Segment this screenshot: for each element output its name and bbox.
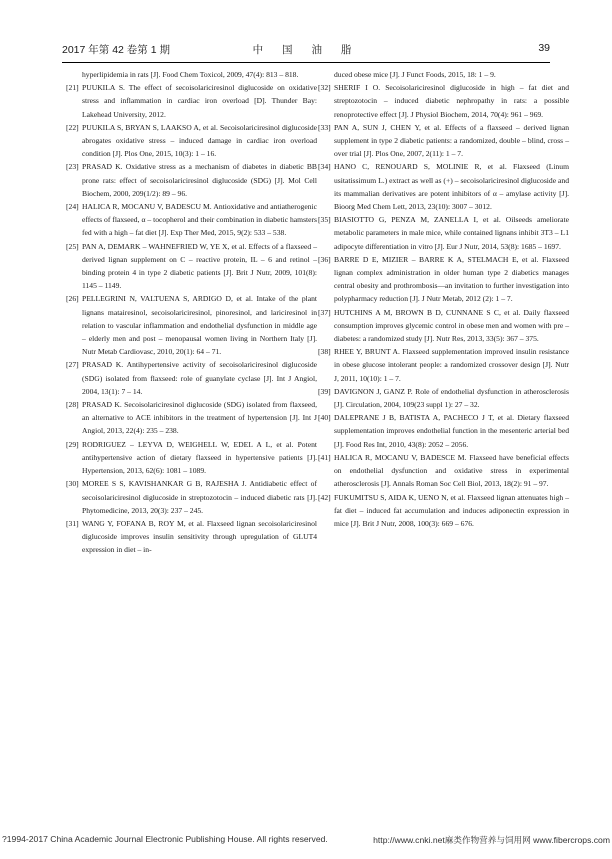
footer-link[interactable]: http://www.cnki.net麻类作物营养与饲用网 www.fibercrops.com: [373, 835, 610, 845]
reference-number: [38]: [318, 347, 331, 357]
reference-text: FUKUMITSU S, AIDA K, UENO N, et al. Flaxseed lignan attenuates high – fat diet – induced fat accumulation and induces adiponectin expression in mice [J]. Brit J Nutr, 2008, 100(3): 669 – 676.: [334, 492, 569, 528]
reference-number: [28]: [66, 400, 79, 410]
reference-text: PRASAD K. Oxidative stress as a mechanism of diabetes in diabetic BB prone rats: effect of secoisolariciresinol diglucoside (SDG) [J]. Mol Cell Biochem, 2000, 209(1/2): 89 – 96.: [82, 162, 317, 198]
reference-number: [41]: [318, 452, 331, 462]
reference-entry: [62, 200, 317, 240]
reference-entry: [62, 517, 317, 557]
reference-text: HANO C, RENOUARD S, MOLINIE R, et al. Flaxseed (Linum usitatissimum L.) extract as well as (+) – secoisolariciresinol diglucoside and its mammalian derivatives are potent inhibitors of α – amylase activity [J]. Bioorg Med Chem Lett, 2013, 23(10): 3007 – 3012.: [334, 162, 569, 212]
reference-entry: [62, 398, 317, 438]
reference-text: PUUKILA S. The effect of secoisolariciresinol diglucoside on oxidative stress and inflammation in cardiac iron overload [D]. Thunder Bay: Lakehead University, 2012.: [82, 83, 317, 119]
reference-number: [31]: [66, 518, 79, 528]
copyright-notice: ?1994-2017 China Academic Journal Electronic Publishing House. All rights reserved.: [2, 834, 328, 844]
reference-number: [25]: [66, 241, 79, 251]
reference-entry: [314, 213, 569, 253]
reference-number: [27]: [66, 360, 79, 370]
references-left-column: [62, 68, 317, 557]
reference-number: [39]: [318, 386, 331, 396]
reference-entry: [62, 160, 317, 200]
reference-entry: [314, 160, 569, 213]
reference-text: BIASIOTTO G, PENZA M, ZANELLA I, et al. Oilseeds ameliorate metabolic parameters in male mice, while contained lignans inhibit 3T3 – L1 adipocyte differentiation in vitro [J]. Eur J Nutr, 2014, 53(8): 1685 – 1697.: [334, 215, 569, 251]
reference-text: DALEPRANE J B, BATISTA A, PACHECO J T, et al. Dietary flaxseed supplementation improves endothelial function in the mesenteric arterial bed [J]. Food Res Int, 2010, 43(8): 2052 – 2056.: [334, 413, 569, 449]
reference-number: [34]: [318, 162, 331, 172]
reference-text: DAVIGNON J, GANZ P. Role of endothelial dysfunction in atherosclerosis [J]. Circulation, 2004, 109(23 suppl 1): 27 – 32.: [334, 386, 569, 410]
reference-entry: [314, 121, 569, 161]
reference-number: [40]: [318, 413, 331, 423]
reference-text: WANG Y, FOFANA B, ROY M, et al. Flaxseed lignan secoisolariciresinol diglucoside improves insulin sensitivity through upregulation of GLUT4 expression in diet – in-: [82, 518, 317, 555]
reference-entry: [314, 345, 569, 385]
reference-text: RODRIGUEZ – LEYVA D, WEIGHELL W, EDEL A L, et al. Potent antihypertensive action of dietary flaxseed in hypertensive patients [J]. Hypertension, 2013, 62(6): 1081 – 1089.: [82, 439, 317, 476]
reference-entry: [62, 477, 317, 517]
reference-number: [33]: [318, 122, 331, 132]
reference-entry: [314, 253, 569, 306]
reference-number: [29]: [66, 439, 79, 449]
reference-number: [24]: [66, 202, 79, 212]
references-right-column: [314, 68, 569, 530]
reference-number: [21]: [66, 83, 79, 93]
reference-number: [23]: [66, 162, 79, 172]
reference-entry: [62, 81, 317, 121]
reference-number: [42]: [318, 492, 331, 502]
reference-entry: [62, 68, 317, 81]
reference-entry: [314, 81, 569, 121]
reference-text: PRASAD K. Secoisolariciresinol diglucoside (SDG) isolated from flaxseed, an alternative to ACE inhibitors in the treatment of hypertension [J]. Int J Angiol, 2013, 22(4): 235 – 238.: [82, 400, 317, 436]
reference-entry: [314, 68, 569, 81]
reference-text: hyperlipidemia in rats [J]. Food Chem Toxicol, 2009, 47(4): 813 – 818.: [82, 70, 299, 79]
reference-text: HUTCHINS A M, BROWN B D, CUNNANE S C, et al. Daily flaxseed consumption improves glycemic control in obese men and women with pre – diabetes: a randomized study [J]. Nutr Res, 2013, 33(5): 367 – 375.: [334, 307, 569, 344]
reference-entry: [314, 385, 569, 411]
reference-entry: [62, 121, 317, 161]
reference-number: [30]: [66, 479, 79, 489]
reference-text: PUUKILA S, BRYAN S, LAAKSO A, et al. Secoisolariciresinol diglucoside abrogates oxidative stress – induced damage in cardiac iron overload condition [J]. Plos One, 2015, 10(3): 1 – 16.: [82, 122, 317, 159]
reference-entry: [314, 306, 569, 346]
reference-number: [26]: [66, 294, 79, 304]
reference-text: HALICA R, MOCANU V, BADESCE M. Flaxseed have beneficial effects on endothelial dysfunction and oxidative stress in experimental atherosclerosis [J]. Annals Roman Soc Cell Biol, 2013, 18(2): 91 – 97.: [334, 452, 569, 489]
reference-text: HALICA R, MOCANU V, BADESCU M. Antioxidative and antiatherogenic effects of flaxseed, α – tocopherol and their combination in diabetic hamsters fed with a high – fat diet [J]. Exp Ther Med, 2015, 9(2): 533 – 538.: [82, 202, 317, 238]
reference-entry: [62, 438, 317, 478]
reference-entry: [62, 358, 317, 398]
header-rule: [62, 62, 550, 63]
reference-entry: [314, 411, 569, 451]
page-header: [62, 40, 550, 58]
reference-text: PRASAD K. Antihypertensive activity of secoisolariciresinol diglucoside (SDG) isolated from flaxseed: role of guanylate cyclase [J]. Int J Angiol, 2004, 13(1): 7 – 14.: [82, 360, 317, 396]
reference-number: [36]: [318, 254, 331, 264]
page-number: 39: [538, 42, 550, 54]
reference-text: PAN A, SUN J, CHEN Y, et al. Effects of a flaxseed – derived lignan supplement in type 2 diabetic patients: a randomized, double – blind, cross – over trial [J]. Plos One, 2007, 2(11): 1 – 7.: [334, 122, 569, 159]
reference-number: [22]: [66, 122, 79, 132]
reference-number: [37]: [318, 307, 331, 317]
reference-number: [35]: [318, 215, 331, 225]
reference-entry: [314, 491, 569, 531]
reference-entry: [62, 240, 317, 293]
journal-issue: 2017 年第 42 卷第 1 期: [62, 44, 170, 56]
reference-entry: [314, 451, 569, 491]
reference-text: SHERIF I O. Secoisolariciresinol diglucoside in high – fat diet and streptozotocin – induced diabetic nephropathy in rats: a possible renoprotective effect [J]. J Physiol Biochem, 2014, 70(4): 961 – 969.: [334, 83, 569, 119]
reference-text: duced obese mice [J]. J Funct Foods, 2015, 18: 1 – 9.: [334, 70, 496, 79]
journal-title: 中 国 油 脂: [252, 44, 360, 56]
reference-text: RHEE Y, BRUNT A. Flaxseed supplementation improved insulin resistance in obese glucose intolerant people: a randomized crossover design [J]. Nutr J, 2011, 10(10): 1 – 7.: [334, 347, 569, 383]
reference-text: MOREE S S, KAVISHANKAR G B, RAJESHA J. Antidiabetic effect of secoisolariciresinol diglucoside in streptozotocin – induced diabetic rats [J]. Phytomedicine, 2013, 20(3): 237 – 245.: [82, 479, 317, 515]
reference-entry: [62, 292, 317, 358]
reference-text: PELLEGRINI N, VALTUENA S, ARDIGO D, et al. Intake of the plant lignans matairesinol, secoisolariciresinol, pinoresinol, and lariciresinol in relation to vascular inflammation and endothelial dysfunction in middle age – elderly men and post – menopausal women living in Northern Italy [J]. Nutr Metab Cardiovasc, 2010, 20(1): 64 – 71.: [82, 294, 317, 357]
reference-text: BARRE D E, MIZIER – BARRE K A, STELMACH E, et al. Flaxseed lignan complex administration in older human type 2 diabetics manages central obesity and prothrombosis—an invitation to further investigation into polypharmacy reduction [J]. J Nutr Metab, 2012 (2): 1 – 7.: [334, 254, 569, 304]
reference-number: [32]: [318, 83, 331, 93]
reference-text: PAN A, DEMARK – WAHNEFRIED W, YE X, et al. Effects of a flaxseed – derived lignan supplement on C – reactive protein, IL – 6 and retinol – binding protein 4 in type 2 diabetic patients [J]. Brit J Nutr, 2009, 101(8): 1145 – 1149.: [82, 241, 317, 291]
